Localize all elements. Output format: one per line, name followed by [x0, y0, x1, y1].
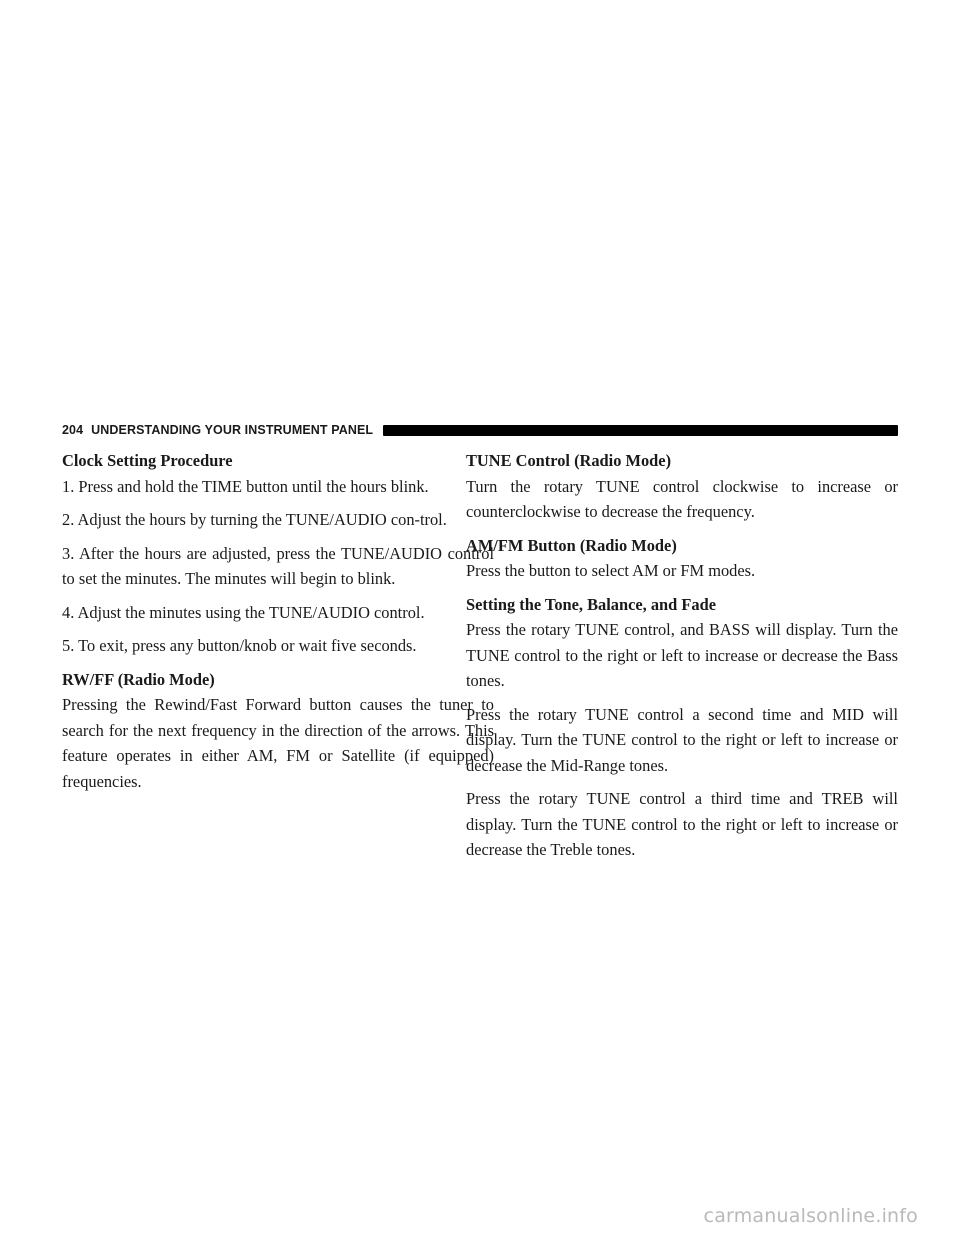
- tone-paragraph-mid: Press the rotary TUNE control a second time and MID will display. Turn the TUNE control to the right or left to increase or decrease the Mid-Range tones.: [466, 704, 898, 775]
- clock-setting-heading: Clock Setting Procedure: [62, 451, 233, 470]
- clock-step-5: 5. To exit, press any button/knob or wait five seconds.: [62, 636, 417, 655]
- clock-step-3: 3. After the hours are adjusted, press the TUNE/AUDIO control to set the minutes. The minutes will begin to blink.: [62, 543, 494, 588]
- tune-control-text: Turn the rotary TUNE control clockwise to increase or counterclockwise to decrease the frequency.: [466, 476, 898, 521]
- watermark-text: carmanualsonline.info: [703, 1205, 918, 1227]
- amfm-text: Press the button to select AM or FM modes.: [466, 561, 756, 580]
- clock-step-4: 4. Adjust the minutes using the TUNE/AUDIO control.: [62, 602, 425, 622]
- running-head: UNDERSTANDING YOUR INSTRUMENT PANEL: [91, 423, 374, 437]
- tune-control-heading: TUNE Control (Radio Mode): [466, 451, 672, 470]
- page-number: 204: [62, 423, 84, 437]
- rwff-text: Pressing the Rewind/Fast Forward button causes the tuner to search for the next frequency in the direction of the arrows. This feature operates in either AM, FM or Satellite (if equipped) frequencies.: [62, 695, 494, 791]
- clock-step-1: 1. Press and hold the TIME button until the hours blink.: [62, 476, 429, 496]
- clock-step-2: 2. Adjust the hours by turning the TUNE/AUDIO con-trol.: [62, 510, 447, 529]
- amfm-heading: AM/FM Button (Radio Mode): [466, 535, 677, 555]
- left-column: [62, 448, 494, 802]
- tone-heading: Setting the Tone, Balance, and Fade: [466, 594, 716, 614]
- tone-paragraph-bass: Press the rotary TUNE control, and BASS will display. Turn the TUNE control to the right or left to increase or decrease the Bass tones.: [466, 620, 898, 690]
- header-rule-bar: [383, 425, 898, 436]
- page-header: [62, 420, 898, 440]
- rwff-heading: RW/FF (Radio Mode): [62, 669, 215, 689]
- right-column: [466, 448, 898, 871]
- tone-paragraph-treble: Press the rotary TUNE control a third time and TREB will display. Turn the TUNE control to the right or left to increase or decrease the Treble tones.: [466, 789, 898, 859]
